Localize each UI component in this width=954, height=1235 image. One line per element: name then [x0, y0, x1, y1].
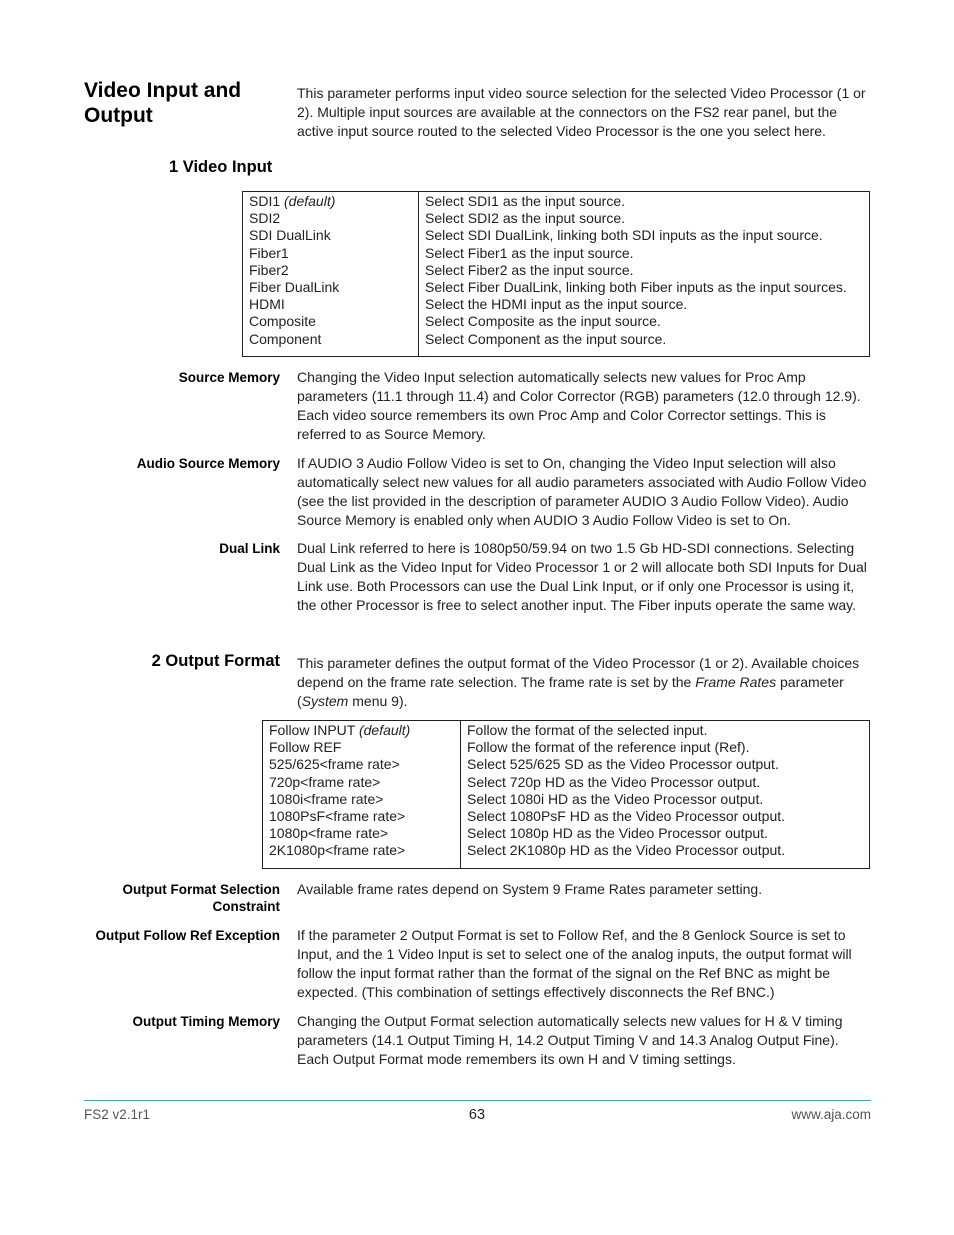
- option-row: SDI DualLink: [249, 227, 331, 244]
- option-row: Fiber2: [249, 261, 289, 278]
- desc-row: Select 1080PsF HD as the Video Processor output.: [467, 808, 786, 825]
- footer-version: FS2 v2.1r1: [84, 1107, 151, 1122]
- option-row: 1080PsF<frame rate>: [269, 808, 406, 825]
- source-memory-text: Changing the Video Input selection automatically selects new values for Proc Amp parameters (11.1 through 11.4) and Color Corrector (RGB) parameters (12.0 through 12.9). Each video source remembers its own Proc Amp and Color Corrector settings. This is referred to as Source Memory.: [297, 369, 861, 442]
- section-title: Video Input and Output: [84, 79, 242, 127]
- desc-row: Select SDI DualLink, linking both SDI inputs as the input source.: [425, 227, 823, 244]
- output-follow-ref-text: If the parameter 2 Output Format is set to Follow Ref, and the 8 Genlock Source is set to Input, and the 1 Video Input is set to select one of the analog inputs, the output format will follow the input format rather than the format of the signal on the Ref BNC as might be expected. (This combination of settings effectively disconnects the Ref BNC.): [297, 927, 852, 1000]
- dual-link-label: Dual Link: [219, 541, 280, 556]
- dual-link-text: Dual Link referred to here is 1080p50/59.94 on two 1.5 Gb HD-SDI connections. Selecting Dual Link as the Video Input for Video Processor 1 or 2 will allocate both SDI Inputs for Dual Link use. Both Processors can use the Dual Link Input, or if only one Processor is using it, the other Processor is free to select another input. The Fiber inputs operate the same way.: [297, 540, 867, 613]
- output-format-table: [262, 720, 870, 869]
- option-row: Component: [249, 330, 322, 347]
- option-row: Fiber DualLink: [249, 279, 340, 296]
- audio-source-memory-text: If AUDIO 3 Audio Follow Video is set to On, changing the Video Input selection will also automatically select new values for all audio parameters associated with Audio Follow Video (see the list provided in the description of parameter AUDIO 3 Audio Follow Video). Audio Source Memory is enabled only when AUDIO 3 Audio Follow Video is set to On.: [297, 455, 867, 528]
- desc-row: Follow the format of the reference input (Ref).: [467, 739, 750, 756]
- desc-row: Select 1080i HD as the Video Processor output.: [467, 790, 764, 807]
- output-format-heading: 2 Output Format: [151, 652, 280, 670]
- option-row: SDI1 (default): [249, 193, 336, 209]
- output-format-constraint-text: Available frame rates depend on System 9 Frame Rates parameter setting.: [297, 881, 763, 897]
- desc-row: Select 720p HD as the Video Processor output.: [467, 773, 761, 790]
- video-input-descriptions: [419, 192, 870, 357]
- desc-row: Select Fiber1 as the input source.: [425, 244, 634, 261]
- option-row: 525/625<frame rate>: [269, 756, 400, 773]
- desc-row: Select 1080p HD as the Video Processor output.: [467, 825, 768, 842]
- option-row: 1080p<frame rate>: [269, 825, 389, 842]
- output-follow-ref-label: Output Follow Ref Exception: [95, 928, 280, 943]
- option-row: Follow REF: [269, 739, 342, 756]
- output-format-descriptions: [461, 721, 870, 869]
- option-row: 2K1080p<frame rate>: [269, 842, 406, 859]
- footer-url[interactable]: www.aja.com: [791, 1107, 871, 1122]
- footer-rule: [84, 1100, 871, 1101]
- desc-row: Select SDI2 as the input source.: [425, 210, 625, 227]
- output-timing-memory-text: Changing the Output Format selection automatically selects new values for H & V timing parameters (14.1 Output Timing H, 14.2 Output Timing V and 14.3 Analog Output Fine). Each Output Format mode remembers its own H and V timing settings.: [297, 1013, 843, 1067]
- section-intro: This parameter performs input video source selection for the selected Video Processor (1 or 2). Multiple input sources are available at the connectors on the FS2 rear panel, but the active input source routed to the selected Video Processor is the one you select here.: [297, 85, 866, 139]
- desc-row: Follow the format of the selected input.: [467, 722, 708, 738]
- desc-row: Select the HDMI input as the input source.: [425, 296, 688, 313]
- option-row: HDMI: [249, 296, 285, 313]
- video-input-heading: 1 Video Input: [169, 158, 273, 176]
- output-format-options: [263, 721, 461, 869]
- desc-row: Select Fiber2 as the input source.: [425, 261, 634, 278]
- video-input-table: [242, 191, 870, 357]
- option-row: SDI2: [249, 210, 281, 227]
- audio-source-memory-label: Audio Source Memory: [136, 456, 280, 471]
- output-format-constraint-label: Output Format Selection Constraint: [122, 882, 280, 914]
- page-number: 63: [468, 1107, 486, 1123]
- option-row: Fiber1: [249, 244, 289, 261]
- option-row: 1080i<frame rate>: [269, 790, 384, 807]
- desc-row: Select 525/625 SD as the Video Processor output.: [467, 756, 779, 773]
- output-timing-memory-label: Output Timing Memory: [132, 1014, 280, 1029]
- source-memory-label: Source Memory: [178, 370, 280, 385]
- option-row: Composite: [249, 313, 316, 330]
- desc-row: Select Component as the input source.: [425, 330, 667, 347]
- desc-row: Select Composite as the input source.: [425, 313, 661, 330]
- desc-row: Select Fiber DualLink, linking both Fiber inputs as the input sources.: [425, 279, 847, 296]
- desc-row: Select SDI1 as the input source.: [425, 193, 625, 209]
- option-row: 720p<frame rate>: [269, 773, 381, 790]
- desc-row: Select 2K1080p HD as the Video Processor output.: [467, 842, 786, 859]
- output-format-intro: This parameter defines the output format of the Video Processor (1 or 2). Available choices depend on the frame rate selection. The frame rate is set by the Frame Rates parameter (System menu 9).: [297, 655, 860, 709]
- video-input-options: [243, 192, 419, 357]
- option-row: Follow INPUT (default): [269, 722, 411, 738]
